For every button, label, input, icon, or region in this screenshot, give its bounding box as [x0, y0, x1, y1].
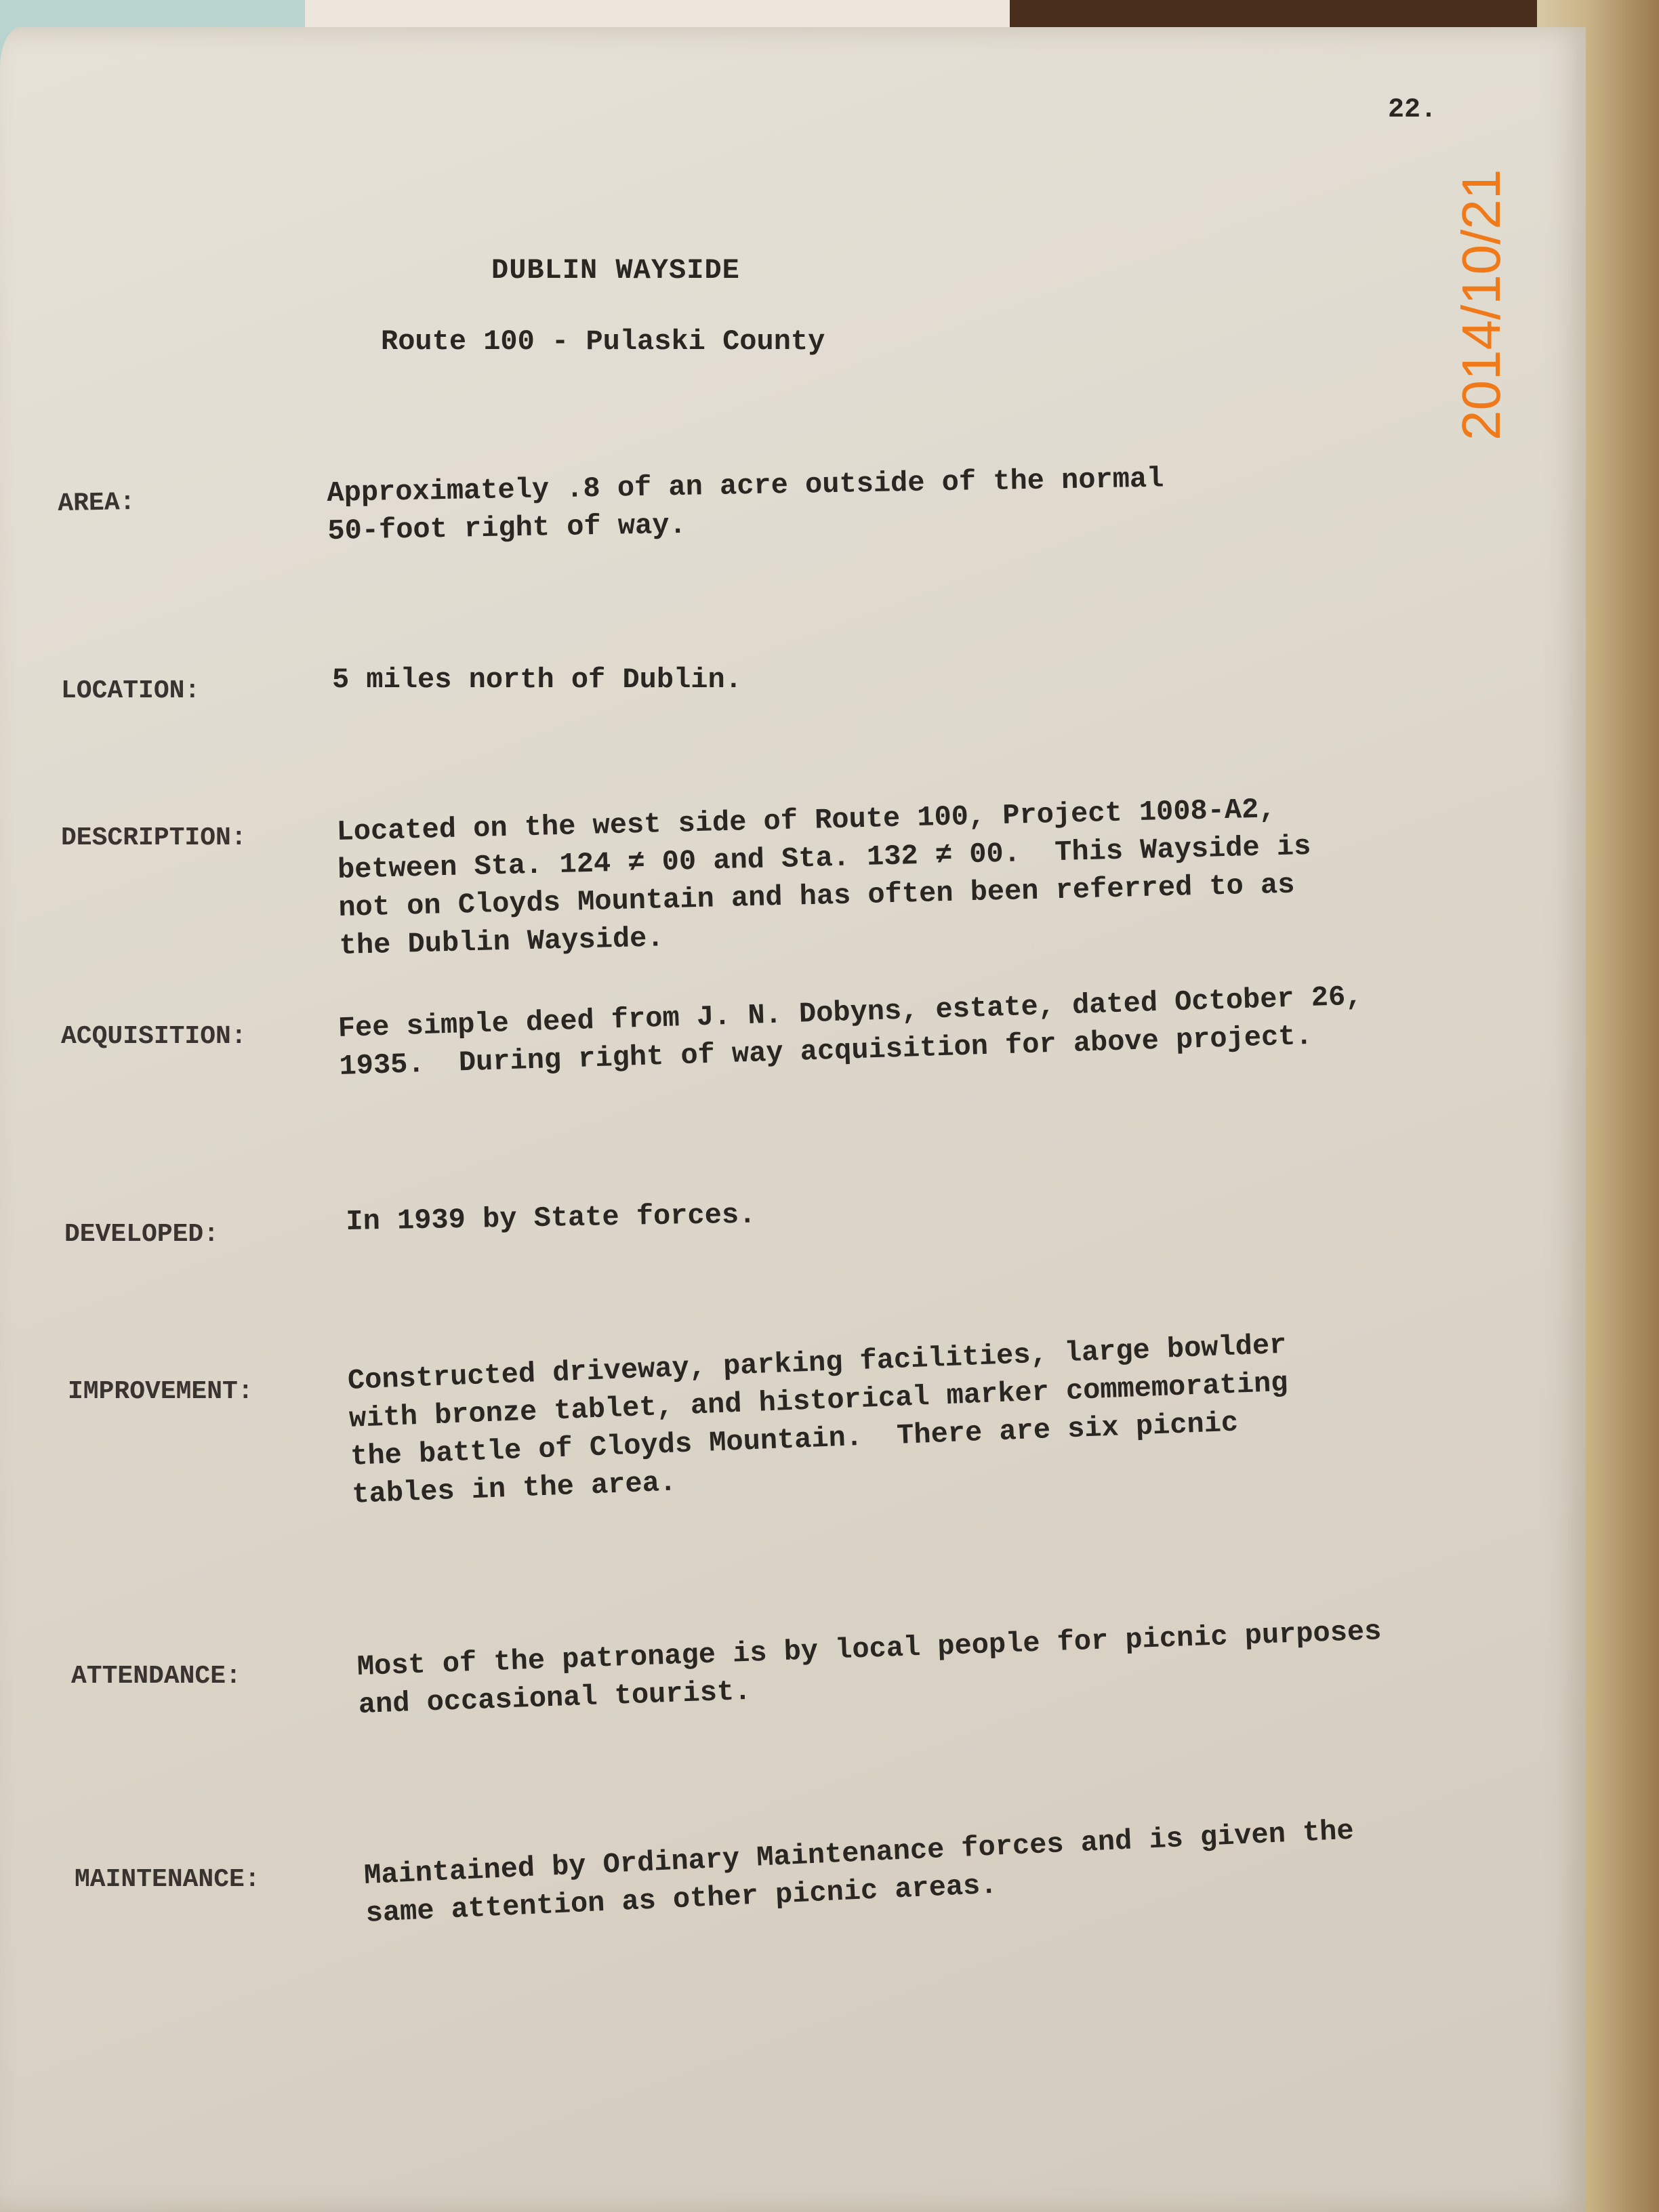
entry-label-acquisition: ACQUISITION:: [61, 1022, 247, 1051]
entry-label-developed: DEVELOPED:: [64, 1220, 220, 1249]
entry-text-description: Located on the west side of Route 100, Project 1008-A2, between Sta. 124 ≠ 00 and Sta. 132 ≠ 00. This Wayside is not on Cloyds Mountain and has often been referred to as the Dublin Wayside.: [336, 793, 1311, 962]
camera-date-stamp-text: 2014/10/21: [1451, 169, 1511, 441]
document-title: DUBLIN WAYSIDE: [491, 254, 740, 287]
entry-label-maintenance: MAINTENANCE:: [75, 1865, 260, 1894]
entry-text-location: 5 miles north of Dublin.: [332, 663, 742, 696]
page-number: 22.: [1388, 95, 1437, 125]
entry-label-description: DESCRIPTION:: [61, 823, 247, 853]
entry-text-improvement: Constructed driveway, parking facilities, large bowlder with bronze tablet, and historical marker commemorating the battle of Cloyds Mountain. There are six picnic tables in the area.: [347, 1328, 1289, 1511]
camera-date-stamp: [1450, 169, 1511, 468]
entry-label-location: LOCATION:: [61, 676, 201, 705]
entry-text-developed: In 1939 by State forces.: [346, 1198, 756, 1238]
entry-text-area: Approximately .8 of an acre outside of the normal 50-foot right of way.: [327, 462, 1164, 548]
entry-label-attendance: ATTENDANCE:: [71, 1662, 241, 1691]
document-subtitle: Route 100 - Pulaski County: [381, 325, 825, 358]
entry-label-area: AREA:: [58, 488, 136, 518]
entry-text-attendance: Most of the patronage is by local people for picnic purposes and occasional tourist.: [356, 1615, 1382, 1721]
entry-label-improvement: IMPROVEMENT:: [68, 1377, 253, 1406]
entry-text-maintenance: Maintained by Ordinary Maintenance forces and is given the same attention as other picnic areas.: [363, 1814, 1355, 1930]
entry-text-acquisition: Fee simple deed from J. N. Dobyns, estate, dated October 26, 1935. During right of way acquisition for above project.: [337, 980, 1364, 1083]
